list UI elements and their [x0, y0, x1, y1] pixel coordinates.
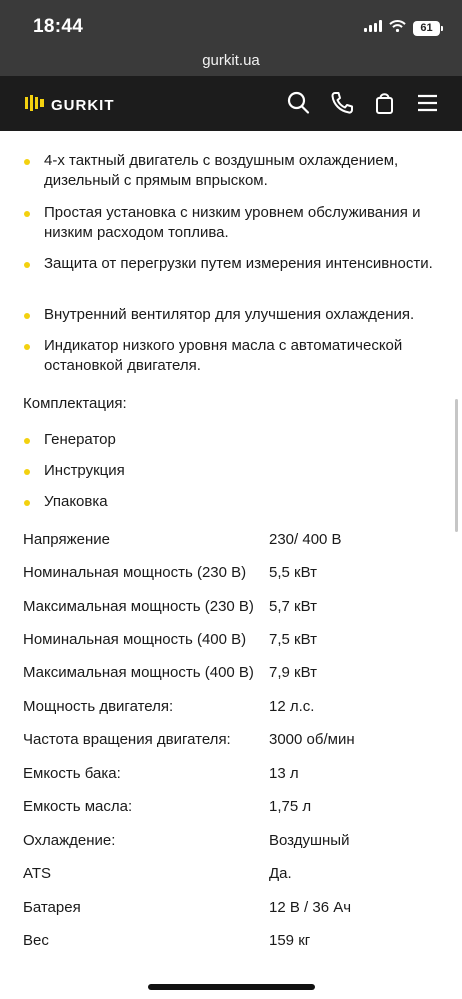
spec-value: 5,5 кВт — [269, 564, 317, 581]
scrollbar[interactable] — [455, 399, 458, 532]
spec-value: 5,7 кВт — [269, 598, 317, 615]
list-item: Внутренний вентилятор для улучшения охлаждения. — [24, 305, 444, 325]
spec-name: Частота вращения двигателя: — [23, 731, 231, 748]
spec-value: 13 л — [269, 765, 299, 782]
bullet-icon — [24, 469, 30, 475]
bullet-icon — [24, 344, 30, 350]
cart-icon[interactable] — [372, 90, 397, 116]
list-item: Упаковка — [24, 492, 444, 512]
signal-icon — [364, 19, 382, 37]
logo[interactable] — [25, 95, 115, 116]
spec-name: Максимальная мощность (230 В) — [23, 598, 254, 615]
spec-value: 12 л.с. — [269, 698, 315, 715]
header-actions — [286, 90, 440, 116]
spec-name: Охлаждение: — [23, 832, 116, 849]
spec-name: Номинальная мощность (400 В) — [23, 631, 247, 648]
spec-value: Воздушный — [269, 832, 350, 849]
logo-icon — [25, 95, 45, 116]
spec-value: 7,5 кВт — [269, 631, 317, 648]
list-item: Простая установка с низким уровнем обслуживания и низким расходом топлива. — [24, 203, 444, 243]
spec-name: Емкость масла: — [23, 798, 133, 815]
status-icons — [364, 19, 440, 37]
phone-icon[interactable] — [329, 90, 354, 116]
spec-value: 230/ 400 В — [269, 531, 342, 548]
battery-indicator: 61 — [413, 21, 440, 36]
wifi-icon — [389, 19, 406, 37]
list-item: 4-х тактный двигатель с воздушным охлаждением, дизельный с прямым впрыском. — [24, 151, 444, 191]
search-icon[interactable] — [286, 90, 311, 116]
spec-name: Максимальная мощность (400 В) — [23, 664, 254, 681]
home-indicator[interactable] — [148, 984, 315, 990]
list-item: Генератор — [24, 430, 444, 450]
bullet-icon — [24, 438, 30, 444]
list-item: Защита от перегрузки путем измерения интенсивности. — [24, 254, 444, 274]
spec-name: Вес — [23, 932, 49, 949]
site-header — [0, 76, 462, 131]
spec-value: 7,9 кВт — [269, 664, 317, 681]
kit-title: Комплектация: — [23, 395, 127, 412]
logo-text: GURKIT — [51, 97, 115, 114]
url-bar[interactable]: gurkit.ua — [202, 52, 260, 69]
bullet-icon — [24, 500, 30, 506]
spec-name: Номинальная мощность (230 В) — [23, 564, 247, 581]
spec-value: 3000 об/мин — [269, 731, 355, 748]
spec-name: Мощность двигателя: — [23, 698, 174, 715]
spec-name: Напряжение — [23, 531, 110, 548]
list-item: Инструкция — [24, 461, 444, 481]
browser-chrome — [0, 0, 462, 76]
list-item: Индикатор низкого уровня масла с автоматической остановкой двигателя. — [24, 336, 444, 376]
spec-value: Да. — [269, 865, 292, 882]
menu-icon[interactable] — [415, 90, 440, 116]
spec-name: Емкость бака: — [23, 765, 121, 782]
spec-name: Батарея — [23, 899, 81, 916]
status-time: 18:44 — [33, 16, 84, 37]
bullet-icon — [24, 159, 30, 165]
spec-value: 159 кг — [269, 932, 311, 949]
bullet-icon — [24, 262, 30, 268]
spec-value: 1,75 л — [269, 798, 312, 815]
bullet-icon — [24, 211, 30, 217]
spec-value: 12 В / 36 Ач — [269, 899, 352, 916]
bullet-icon — [24, 313, 30, 319]
spec-name: ATS — [23, 865, 52, 882]
